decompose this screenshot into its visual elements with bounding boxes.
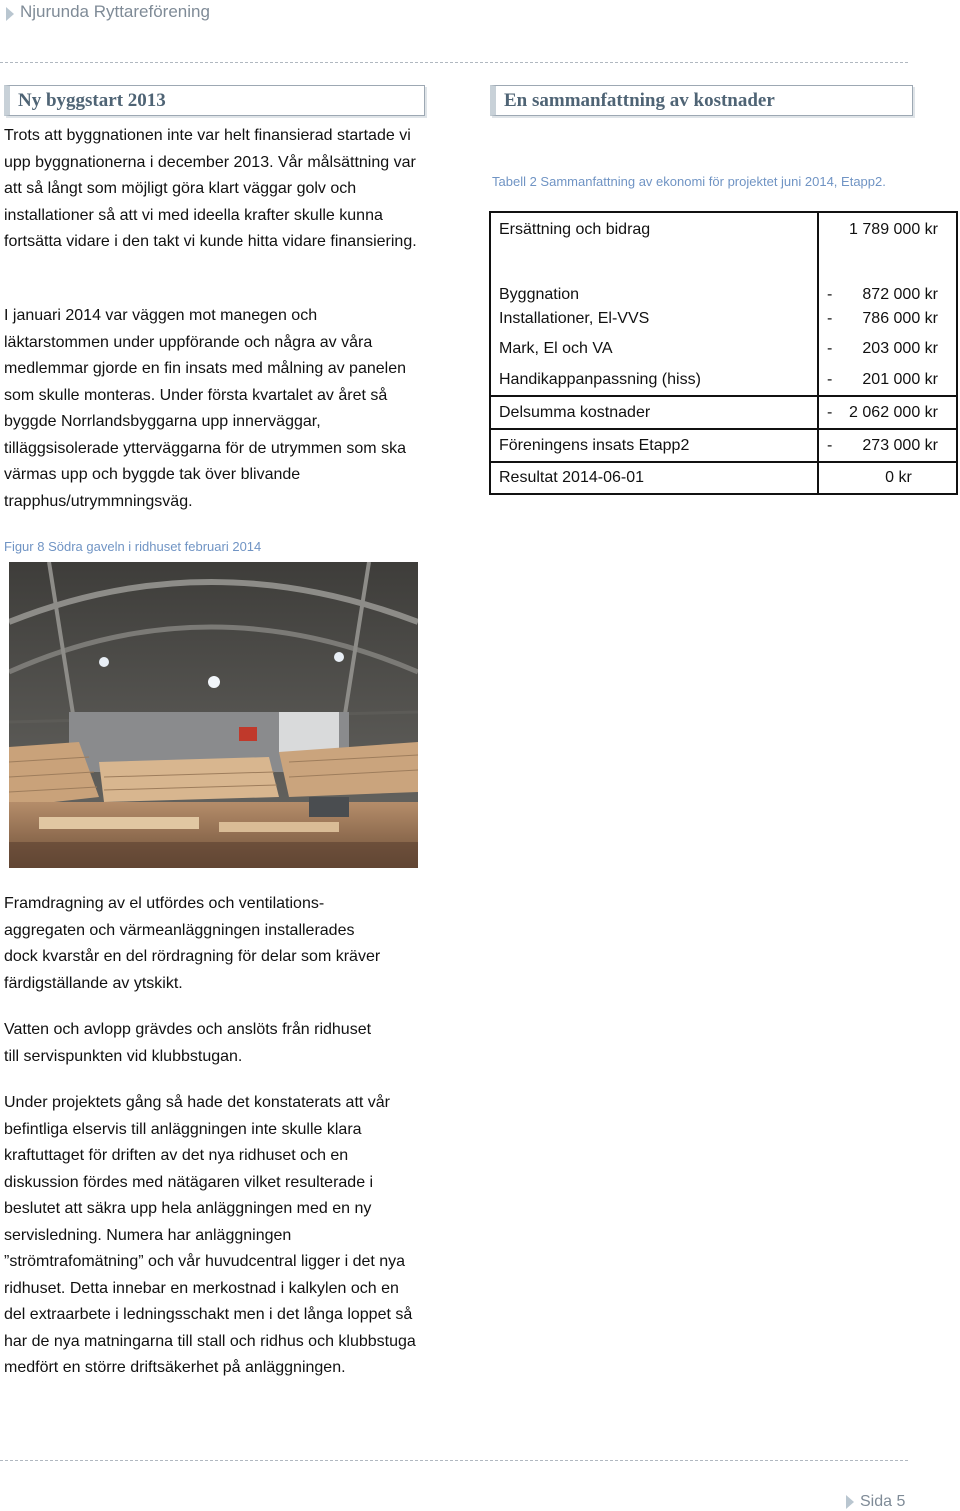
table-row-result xyxy=(490,462,957,494)
left-paragraph-2: I januari 2014 var väggen mot manegen och läktarstommen under uppförande och några av våra medlemmar gjorde en fin insats med målning av panelen som skulle monteras. Under första kvartalet av året så byggde Norrlandsbyggarna upp innerväggar, tilläggsisolerade ytterväggarna för de utrymmen som ska värmas upp och byggde tak över blivande trapphus/utrymmningsväg. xyxy=(4,307,406,510)
table-cell-label: Mark, El och VA xyxy=(490,334,818,364)
header-divider xyxy=(0,62,908,63)
table-cell-value: 0 kr xyxy=(818,462,957,494)
table-cell-label: Installationer, El-VVS xyxy=(490,304,818,334)
left-paragraph-1: Trots att byggnationen inte var helt finansierad startade vi upp byggnationerna i december 2013. Vår målsättning var att så långt som möjligt göra klart väggar golv och installationer så att vi med ideella krafter skulle kunna fortsätta vidare i den takt vi kunde hitta vidare finansiering. xyxy=(4,127,417,250)
table-cell-label: Byggnation xyxy=(490,272,818,304)
table-cell-value: 203 000 kr xyxy=(862,340,938,357)
minus-sign: - xyxy=(827,370,833,388)
table-cell-label: Resultat 2014-06-01 xyxy=(490,462,818,494)
table-cell-value: 201 000 kr xyxy=(862,370,938,388)
table-row-cost xyxy=(490,364,957,396)
construction-photo xyxy=(9,562,418,868)
section-title-left: Ny byggstart 2013 xyxy=(4,85,425,116)
page-number: Sida 5 xyxy=(860,1493,906,1510)
header-title: Njurunda Ryttareförening xyxy=(20,2,210,21)
minus-sign: - xyxy=(827,286,833,303)
table-row-contribution xyxy=(490,429,957,462)
footer-divider xyxy=(0,1460,908,1461)
table-cell-value: 786 000 kr xyxy=(862,310,938,327)
section-title-right: En sammanfattning av kostnader xyxy=(490,85,913,116)
table-cell-value: 2 062 000 kr xyxy=(849,403,938,421)
header-arrow-icon xyxy=(6,7,14,21)
figure-caption: Figur 8 Södra gaveln i ridhuset februari 2014 xyxy=(4,539,262,554)
minus-sign: - xyxy=(827,310,833,327)
table-row-cost xyxy=(490,334,957,364)
table-cell-value: 1 789 000 kr xyxy=(849,221,938,238)
table-cell-value: 273 000 kr xyxy=(862,436,938,454)
lower-paragraph-1: Framdragning av el utfördes och ventilations-aggregaten och värmeanläggningen installerades dock kvarstår en del rördragning för delar som kräver färdigställande av ytskikt. xyxy=(4,895,381,992)
table-caption: Tabell 2 Sammanfattning av ekonomi för projektet juni 2014, Etapp2. xyxy=(492,174,886,189)
table-cell-label: Delsumma kostnader xyxy=(490,396,818,429)
minus-sign: - xyxy=(827,436,833,454)
table-row-subtotal xyxy=(490,396,957,429)
table-cell-label: Föreningens insats Etapp2 xyxy=(490,429,818,462)
minus-sign: - xyxy=(827,340,833,357)
table-cell-label: Ersättning och bidrag xyxy=(490,212,818,272)
footer-arrow-icon xyxy=(846,1495,854,1509)
lower-paragraph-2: Vatten och avlopp grävdes och anslöts från ridhuset till servispunkten vid klubbstugan. xyxy=(4,1021,372,1065)
lower-paragraph-3: Under projektets gång så hade det konstaterats att vår befintliga elservis till anläggningen inte skulle klara kraftuttaget för driften av det nya ridhuset och en diskussion fördes med nätägaren vilket resulterade i beslutet att säkra upp hela anläggningen med en ny servisledning. Numera har anläggningen ”strömtrafomätning” och vår huvudcentral ligger i det nya ridhuset. Detta innebar en merkostnad i kalkylen och en del extraarbete i ledningsschakt men i det långa loppet så har de nya matningarna till stall och ridhus och klubbstuga medfört en större driftsäkerhet på anläggningen. xyxy=(4,1094,416,1376)
cost-summary-table xyxy=(489,211,958,495)
table-row-income xyxy=(490,212,957,272)
table-row-cost xyxy=(490,272,957,304)
minus-sign: - xyxy=(827,403,833,421)
table-row-cost xyxy=(490,304,957,334)
table-cell-value: 872 000 kr xyxy=(862,286,938,303)
table-cell-label: Handikappanpassning (hiss) xyxy=(490,364,818,396)
